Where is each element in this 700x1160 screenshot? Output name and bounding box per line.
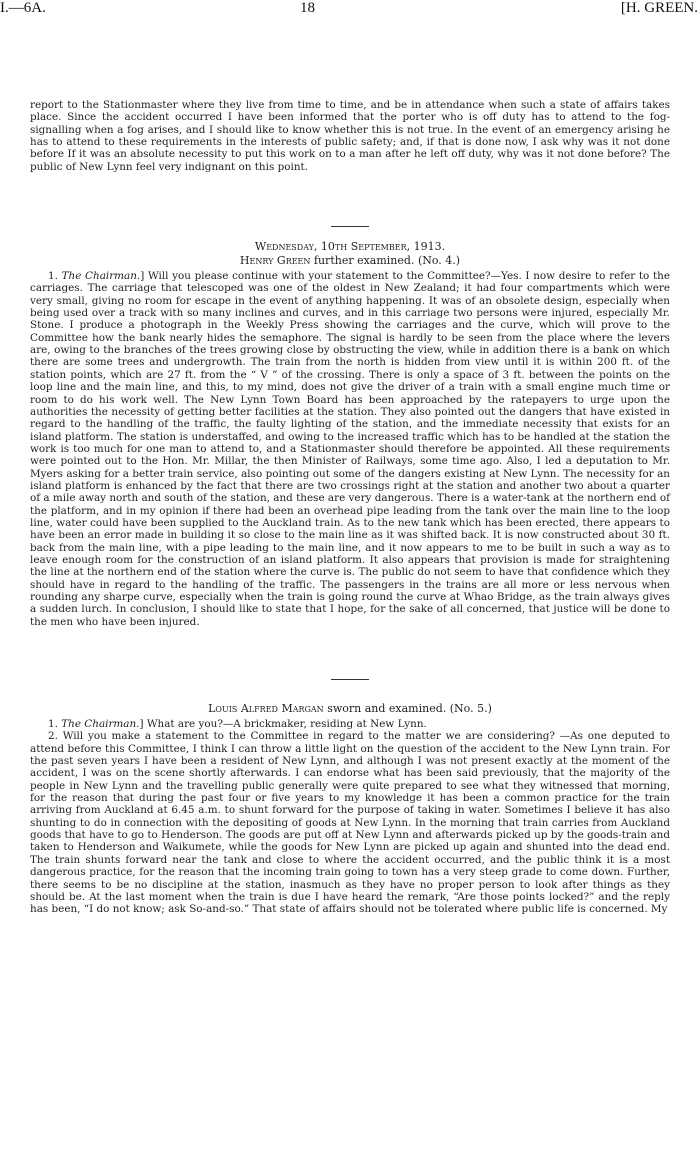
witness-heading xyxy=(30,702,670,716)
question-paragraph: 2. Will you make a statement to the Committee in regard to the matter we are considering? —As one deputed to attend before this Committee, I think I can throw a little light on the question of the accident to the New Lynn train. For the past seven years I have been a resident of New Lynn, and although I was not present exactly at the moment of the accident, I was on the scene shortly afterwards. I can endorse what has been said previously, that the majority of the people in New Lynn and the travelling public generally were quite prepared to see what they witnessed that morning, for the reason that during the past four or five years to my knowledge it has been a common practice for the train arriving from Auckland at 6.45 a.m. to shunt forward for the purpose of taking in water. Sometimes I believe it has also shunting to do in connection with the depositing of goods at New Lynn. In the morning that train carries from Auckland goods that have to go to Henderson. The goods are put off at New Lynn and afterwards picked up by the goods-train and taken to Henderson and Waikumete, while the goods for New Lynn are picked up again and shunted into the dead end. The train shunts forward near the tank and close to where the accident occurred, and the public think it is a most dangerous practice, for the reason that the incoming train going to town has a very steep grade to come down. Further, there seems to be no discipline at the station, inasmuch as they have no proper person to look after things as they should be. At the last moment when the train is due I have heard the remark, “Are those points locked?” and the reply has been, “I do not know; ask So-and-so.” That state of affairs should not be tolerated where public life is concerned. My xyxy=(30,730,670,916)
page-body xyxy=(30,99,670,916)
witness-note: further examined. (No. 4.) xyxy=(313,254,461,268)
section-divider xyxy=(331,679,369,680)
page-header xyxy=(0,0,700,24)
speaker-label: The Chairman. xyxy=(61,270,141,283)
question-paragraph xyxy=(30,718,670,730)
answer-text: ] What are you?—A brickmaker, residing at New Lynn. xyxy=(139,718,427,731)
speaker-label: The Chairman. xyxy=(61,718,140,731)
report-reference: I.—6A. xyxy=(0,0,46,16)
section-divider xyxy=(331,226,369,227)
intro-paragraph: report to the Stationmaster where they live from time to time, and be in attendance when such a state of affairs takes place. Since the accident occurred I have been informed that the porter who is off duty has to attend to the fog-signalling when a fog arises, and I should like to know whether this is not true. In the event of an emergency arising he has to attend to these requirements in the interests of public safety; and, if that is done now, I ask why was it not done before If it was an absolute necessity to put this work on to a man after he left off duty, why was it not done before? The public of New Lynn feel very indignant on this point. xyxy=(30,99,670,173)
hearing-date: Wednesday, 10th September, 1913. xyxy=(254,240,446,254)
witness-note: sworn and examined. (No. 5.) xyxy=(327,702,492,716)
question-number: 1. xyxy=(48,718,58,731)
testimony-text: ] Will you please continue with your statement to the Committee?—Yes. I now desire to refer to the carriages. The carriage that telescoped was one of the oldest in New Zealand; it had four compartments which were very small, giving no room for escape in the event of anything happening. It was of an obsolete design, especially when being used over a track with so many inclines and curves, and in this carriage two persons were injured, especially Mr. Stone. I produce a photograph in the Weekly Press showing the carriages and the curve, which will prove to the Committee how the bank nearly hides the semaphore. The signal is hardly to be seen from the place where the levers are, owing to the branches of the trees growing close by obstructing the view, while in addition there is a bank on which there are some trees and undergrowth. The train from the north is hidden from view until it is within 200 ft. of the station points, which are 27 ft. from the “ V ” of the crossing. There is only a space of 3 ft. between the points on the loop line and the main line, and this, to my mind, does not give the driver of a train with a small engine much time or room to do his work well. The New Lynn Town Board has been approached by the ratepayers to urge upon the authorities the necessity of getting better facilities at the station. They also pointed out the dangers that have existed in regard to the handling of the traffic, the faulty lighting of the station, and the immediate necessity that exists for an island platform. The station is understaffed, and owing to the increased traffic which has to be handled at the station the work is too much for one man to attend to, and a Stationmaster should therefore be appointed. All these requirements were pointed out to the Hon. Mr. Millar, the then Minister of Railways, some time ago. Also, I led a deputation to Mr. Myers asking for a better train service, also pointing out some of the dangers existing at New Lynn. The necessity for an island platform is enhanced by the fact that there are two crossings right at the station and another two about a quarter of a mile away north and south of the station, and these are very dangerous. There is a water-tank at the northern end of the platform, and in my opinion if there had been an overhead pipe leading from the tank over the main line to the loop line, water could have been supplied to the Auckland train. As to the new tank which has been erected, there appears to have been an error made in building it so close to the main line as it was shifted back. It is now constructed about 30 ft. back from the main line, with a pipe leading to the main line, and it now appears to me to be built in such a way as to leave enough room for the construction of an island platform. It also appears that provision is made for straightening the line at the northern end of the station where the curve is. The public do not seem to have that confidence which they should have in regard to the handling of the traffic. The passengers in the trains are all more or less nervous when rounding any sharpe curve, especially when the train is going round the curve at Whao Bridge, as the train always gives a sudden lurch. In conclusion, I should like to state that I hope, for the sake of all concerned, that justice will be done to the men who have been injured. xyxy=(30,270,670,628)
page-number: 18 xyxy=(300,0,315,16)
witness-heading xyxy=(30,254,670,268)
testimony-paragraph xyxy=(30,270,670,628)
witness-name: Louis Alfred Margan xyxy=(208,702,324,716)
question-number: 1. xyxy=(48,270,58,283)
witness-running-head: [H. GREEN. xyxy=(620,0,698,16)
witness-name: Henry Green xyxy=(239,254,311,268)
